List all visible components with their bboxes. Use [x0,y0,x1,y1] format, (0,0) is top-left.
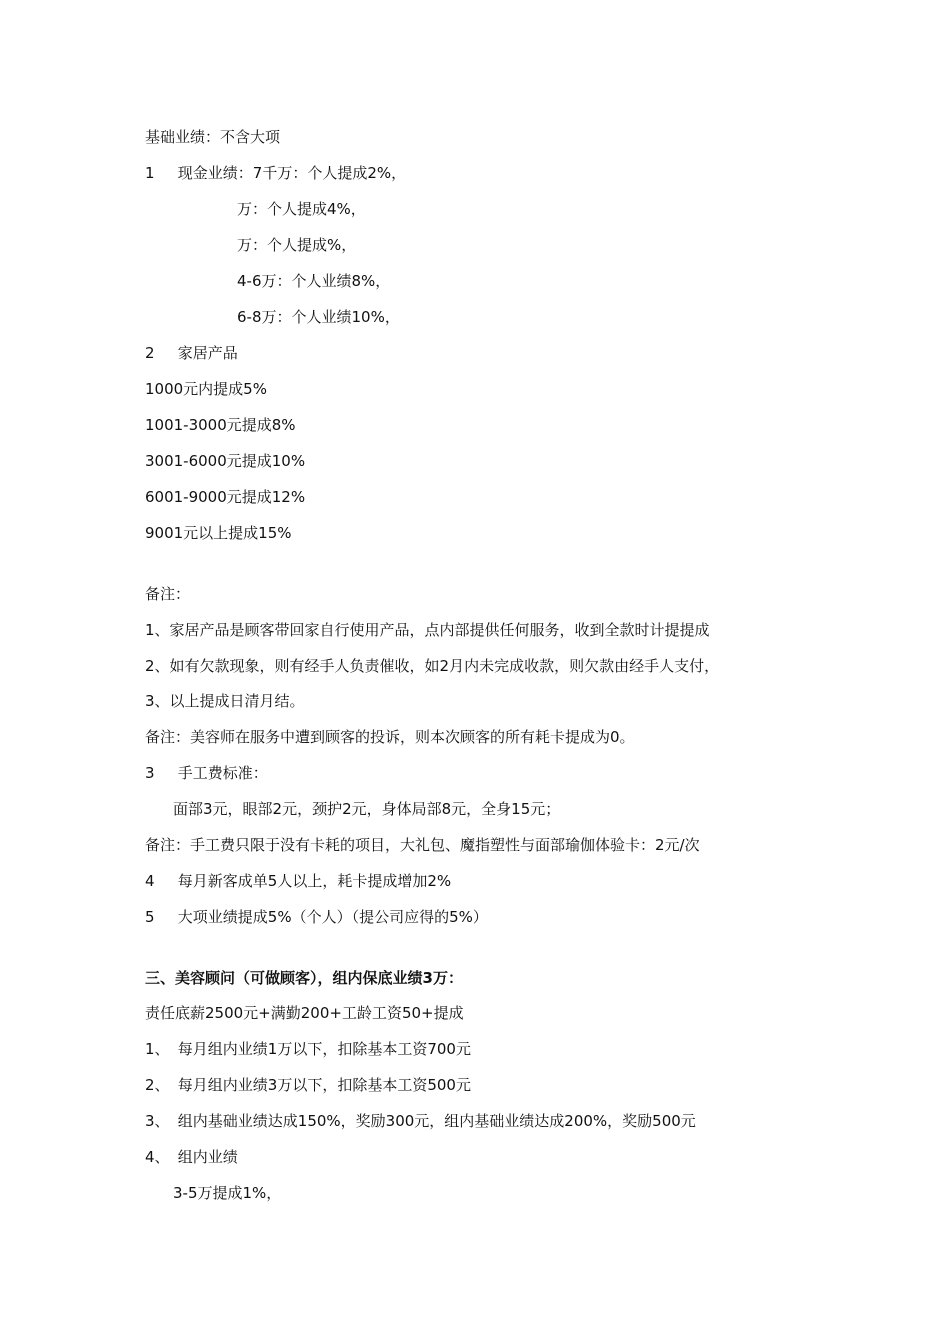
item-text: 每月组内业绩3万以下，扣除基本工资500元 [177,1076,471,1094]
item-4-new-customers [145,871,451,891]
home-tier-4: 6001-9000元提成12% [145,488,306,506]
item-5-major-items [145,907,488,927]
home-tier-2: 1001-3000元提成8% [145,416,296,434]
cash-tier-1: 万：个人提成4%， [237,200,366,218]
item-number: 5 [145,908,155,926]
complaint-note: 备注：美容师在服务中遭到顾客的投诉，则本次顾客的所有耗卡提成为0。 [145,728,635,746]
home-tier-5: 9001元以上提成15% [145,524,292,542]
consultant-sub-tier: 3-5万提成1%， [173,1184,282,1202]
cash-tier-4: 6-8万：个人业绩10%， [237,308,400,326]
section-three-heading: 三、美容顾问（可做顾客），组内保底业绩3万： [145,969,463,987]
consultant-item-2 [145,1075,471,1095]
item-text: 家居产品 [177,344,238,362]
consultant-item-3 [145,1111,696,1131]
item-number: 1 [145,164,155,182]
notes-title: 备注： [145,585,191,603]
home-tier-1: 1000元内提成5% [145,380,267,398]
handwork-detail: 面部3元，眼部2元，颈护2元，身体局部8元，全身15元； [173,800,561,818]
item-text: 手工费标准： [177,764,268,782]
item-text: 组内基础业绩达成150%，奖励300元，组内基础业绩达成200%，奖励500元 [177,1112,696,1130]
consultant-item-1 [145,1039,471,1059]
item-number: 4 [145,872,155,890]
item-3-handwork [145,763,268,783]
cash-tier-3: 4-6万：个人业绩8%， [237,272,391,290]
item-2-home-products [145,343,238,363]
item-text: 现金业绩：7千万：个人提成2%， [177,164,407,182]
cash-tier-2: 万：个人提成%， [237,236,357,254]
handwork-note: 备注：手工费只限于没有卡耗的项目，大礼包、魔指塑性与面部瑜伽体验卡：2元/次 [145,836,700,854]
item-number: 4、 [145,1148,170,1166]
item-text: 大项业绩提成5%（个人）（提公司应得的5%） [177,908,488,926]
home-tier-3: 3001-6000元提成10% [145,452,306,470]
item-number: 2 [145,344,155,362]
note-item-1: 1、家居产品是顾客带回家自行使用产品，点内部提供任何服务，收到全款时计提提成 [145,621,710,639]
item-number: 1、 [145,1040,170,1058]
item-text: 每月组内业绩1万以下，扣除基本工资700元 [177,1040,471,1058]
consultant-item-4 [145,1147,238,1167]
item-number: 3、 [145,1112,170,1130]
item-number: 2、 [145,1076,170,1094]
item-number: 3 [145,764,155,782]
item-text: 每月新客成单5人以上，耗卡提成增加2% [177,872,452,890]
item-1-cash-performance [145,163,406,183]
salary-line: 责任底薪2500元+满勤200+工龄工资50+提成 [145,1004,464,1022]
note-item-2: 2、如有欠款现象，则有经手人负责催收，如2月内未完成收款，则欠款由经手人支付， [145,657,720,675]
item-text: 组内业绩 [177,1148,238,1166]
note-item-3: 3、以上提成日清月结。 [145,692,305,710]
base-performance-title: 基础业绩：不含大项 [145,128,281,146]
